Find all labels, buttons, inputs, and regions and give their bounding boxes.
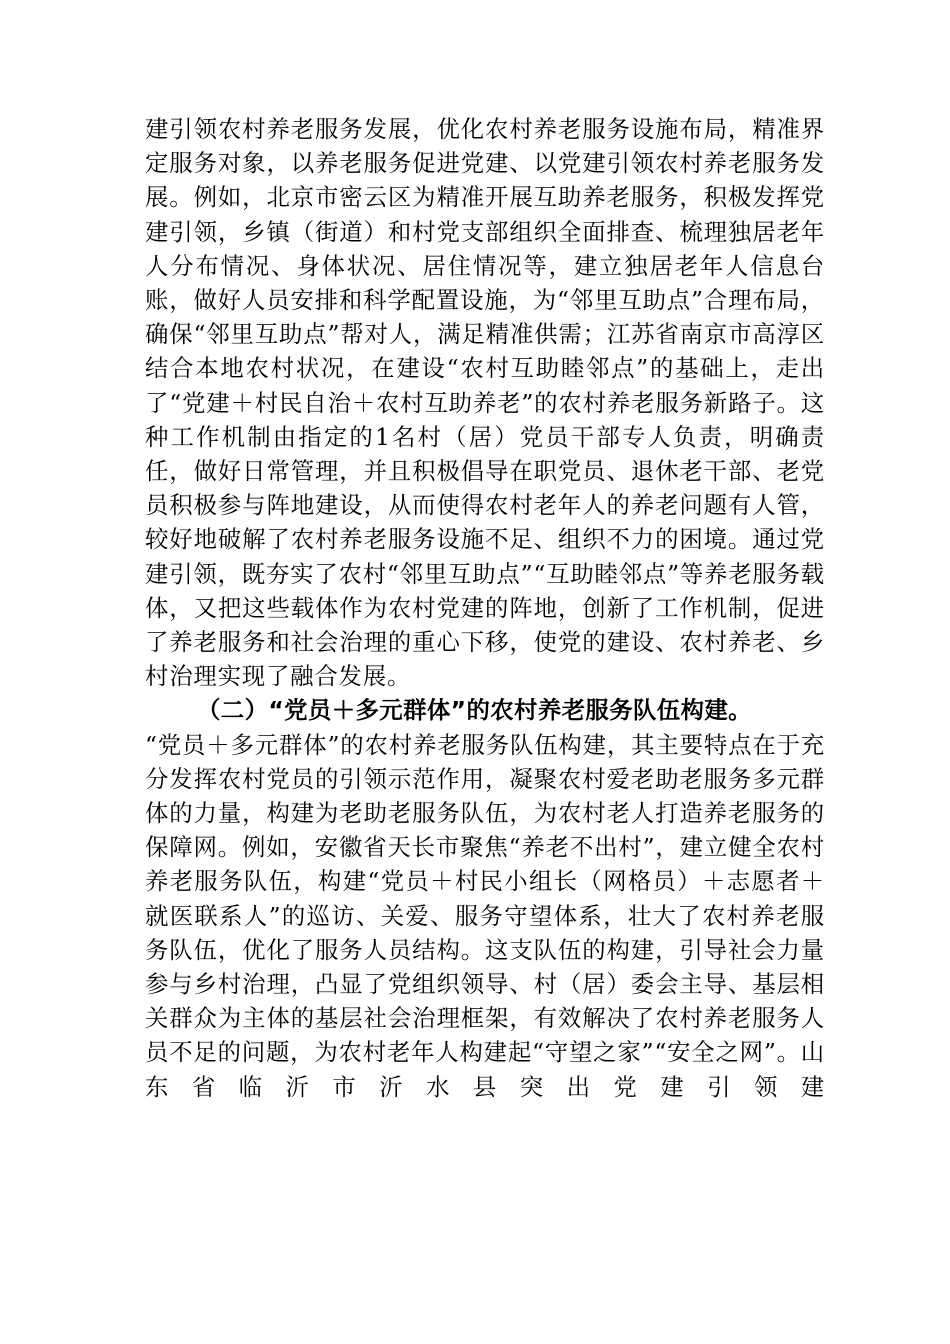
- section-heading-2: （二）“党员＋多元群体”的农村养老服务队伍构建。: [197, 696, 752, 725]
- body-paragraph-2: “党员＋多元群体”的农村养老服务队伍构建，其主要特点在于充分发挥农村党员的引领示范作用，凝聚农村爱老助老服务多元群体的力量，构建为老助老服务队伍，为农村老人打造养老服务的保障网。例如，安徽省天长市聚焦“养老不出村”，建立健全农村养老服务队伍，构建“党员＋村民小组长（网格员）＋志愿者＋就医联系人”的巡访、关爱、服务守望体系，壮大了农村养老服务队伍，优化了服务人员结构。这支队伍的构建，引导社会力量参与乡村治理，凸显了党组织领导、村（居）委会主导、基层相关群众为主体的基层社会治理框架，有效解决了农村养老服务人员不足的问题，为农村老年人构建起“守望之家”“安全之网”。山东省临沂市沂水县突出党建引领建: [145, 730, 825, 1101]
- document-page: [145, 112, 825, 1104]
- body-paragraph-1: 建引领农村养老服务发展，优化农村养老服务设施布局，精准界定服务对象，以养老服务促进党建、以党建引领农村养老服务发展。例如，北京市密云区为精准开展互助养老服务，积极发挥党建引领，乡镇（街道）和村党支部组织全面排查、梳理独居老年人分布情况、身体状况、居住情况等，建立独居老年人信息台账，做好人员安排和科学配置设施，为“邻里互助点”合理布局，确保“邻里互助点”帮对人，满足精准供需；江苏省南京市高淳区结合本地农村状况，在建设“农村互助睦邻点”的基础上，走出了“党建＋村民自治＋农村互助养老”的农村养老服务新路子。这种工作机制由指定的1名村（居）党员干部专人负责，明确责任，做好日常管理，并且积极倡导在职党员、退休老干部、老党员积极参与阵地建设，从而使得农村老年人的养老问题有人管，较好地破解了农村养老服务设施不足、组织不力的困境。通过党建引领，既夯实了农村“邻里互助点”“互助睦邻点”等养老服务载体，又把这些载体作为农村党建的阵地，创新了工作机制，促进了养老服务和社会治理的重心下移，使党的建设、农村养老、乡村治理实现了融合发展。: [145, 115, 825, 691]
